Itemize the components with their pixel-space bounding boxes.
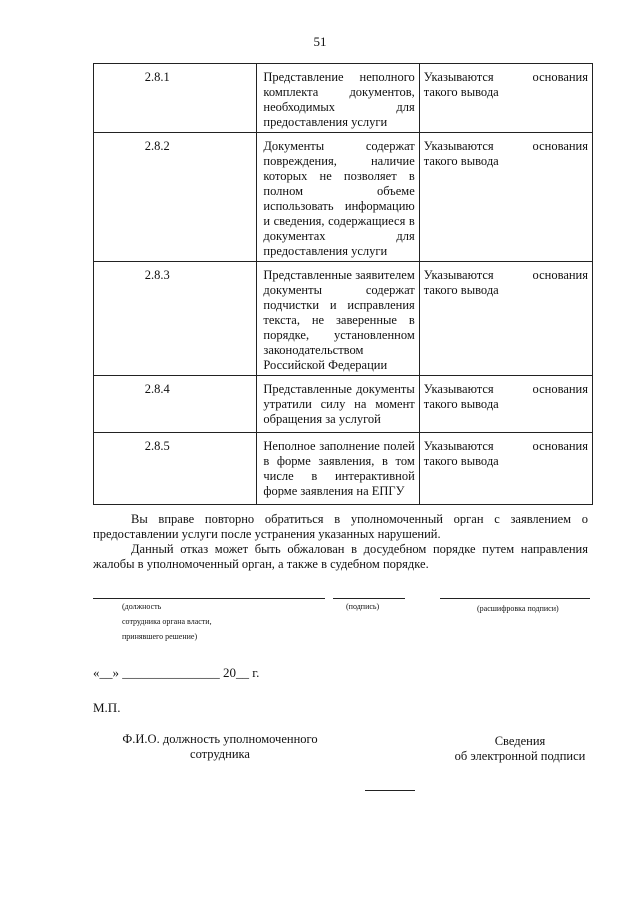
ground-description: Представление неполного комплекта документов, необходимых для предоставления услуги — [257, 64, 419, 133]
signature-label: (подпись) — [346, 602, 380, 611]
stamp-place: М.П. — [93, 700, 121, 715]
table-row — [94, 262, 593, 376]
decode-label: (расшифровка подписи) — [477, 604, 559, 613]
table-row — [94, 133, 593, 262]
signature-line — [333, 598, 405, 599]
table-row — [94, 433, 593, 505]
ground-description: Неполное заполнение полей в форме заявления, в том числе в интерактивной форме заявления на ЕПГУ — [257, 433, 419, 505]
ground-explanation: Указываются основания такого вывода — [419, 133, 592, 262]
position-signature-line — [93, 598, 325, 599]
appeal-notice-text: Данный отказ может быть обжалован в досудебном порядке путем направления жалобы в уполномоченный орган, а также в судебном порядке. — [93, 542, 588, 571]
ground-description: Представленные заявителем документы содержат подчистки и исправления текста, не заверенные в порядке, установленном законодательством Российской Федерации — [257, 262, 419, 376]
ground-code: 2.8.1 — [94, 64, 257, 133]
footer-rule — [365, 790, 415, 791]
page-number: 51 — [313, 34, 327, 49]
position-label-line: сотрудника органа власти, — [122, 617, 212, 626]
ground-explanation: Указываются основания такого вывода — [419, 262, 592, 376]
position-label-line: (должность — [122, 602, 162, 611]
ground-explanation: Указываются основания такого вывода — [419, 433, 592, 505]
table-row — [94, 376, 593, 433]
refusal-grounds-table — [93, 63, 593, 505]
decision-date-line: «__» _______________ 20__ г. — [93, 665, 260, 680]
ground-code: 2.8.2 — [94, 133, 257, 262]
ground-description: Документы содержат повреждения, наличие которых не позволяет в полном объеме использовать информацию и сведения, содержащиеся в документах для предоставления услуги — [257, 133, 419, 262]
official-name-line: сотрудника — [190, 747, 250, 761]
e-signature-line: Сведения — [494, 734, 546, 748]
position-label — [122, 601, 212, 642]
e-signature-block — [445, 734, 595, 764]
ground-code: 2.8.5 — [94, 433, 257, 505]
ground-explanation: Указываются основания такого вывода — [419, 64, 592, 133]
official-name-line: Ф.И.О. должность уполномоченного — [122, 732, 318, 746]
decode-signature-line — [440, 598, 590, 599]
table-row — [94, 64, 593, 133]
reapply-notice-text: Вы вправе повторно обратиться в уполномоченный орган с заявлением о предоставлении услуги после устранения указанных нарушений. — [93, 512, 588, 541]
position-label-line: принявшего решение) — [122, 632, 198, 641]
reapply-notice — [93, 512, 588, 542]
ground-explanation: Указываются основания такого вывода — [419, 376, 592, 433]
official-name-block — [110, 732, 330, 762]
ground-code: 2.8.3 — [94, 262, 257, 376]
e-signature-line: об электронной подписи — [454, 749, 586, 763]
appeal-notice — [93, 542, 588, 572]
ground-description: Представленные документы утратили силу на момент обращения за услугой — [257, 376, 419, 433]
ground-code: 2.8.4 — [94, 376, 257, 433]
